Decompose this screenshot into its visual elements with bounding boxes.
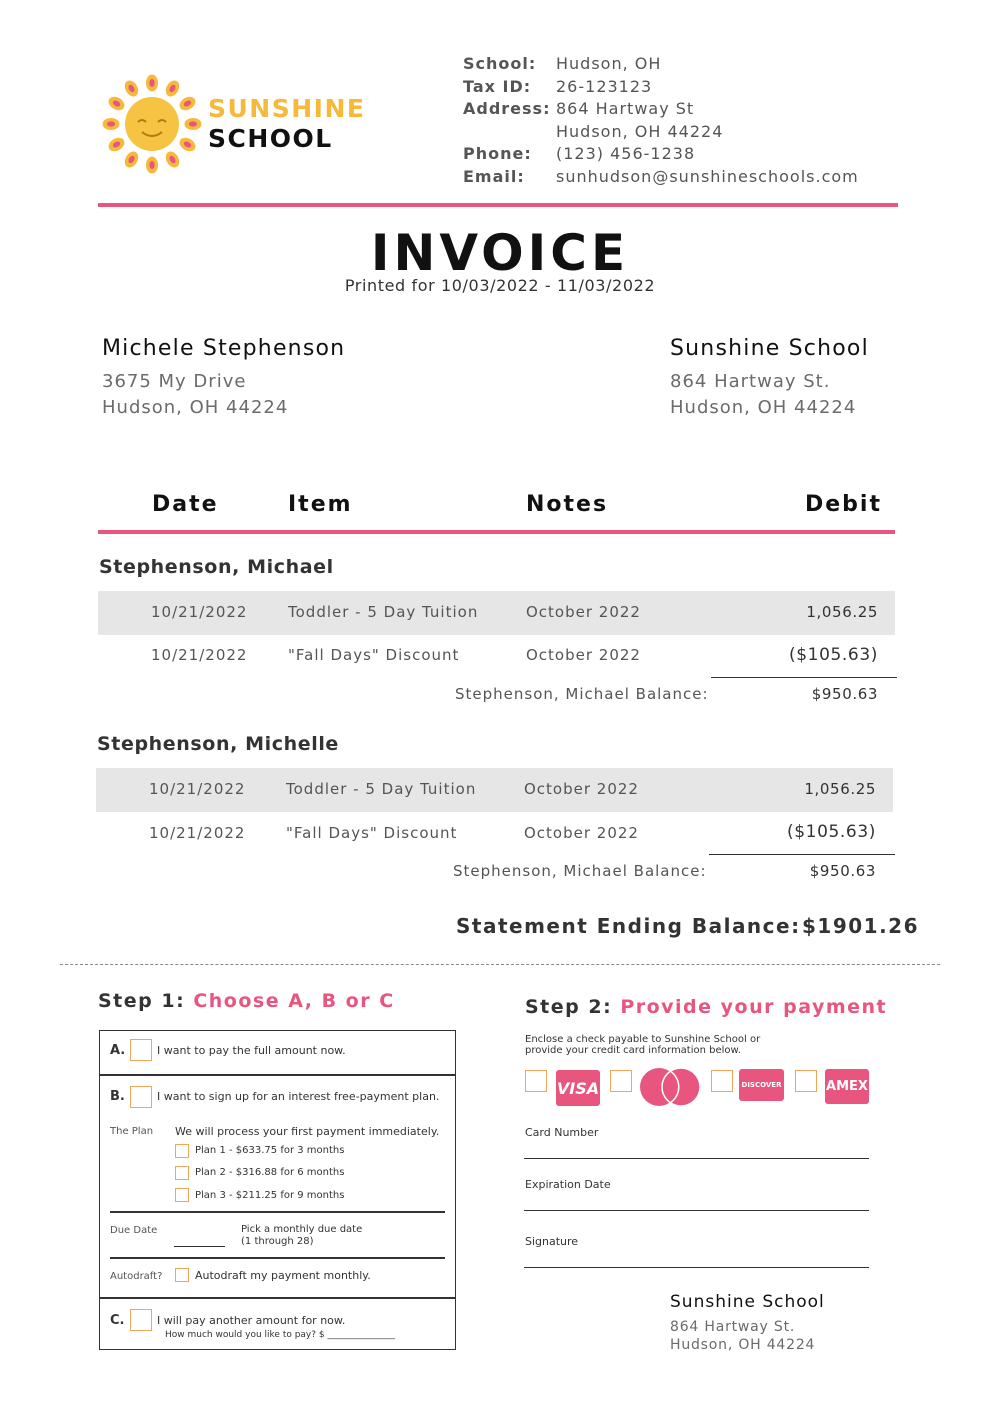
option-b-text: I want to sign up for an interest free-payment plan. [157,1090,440,1103]
ending-balance-label: Statement Ending Balance: [456,914,801,938]
remit-line2: Hudson, OH 44224 [670,1337,816,1353]
school-info [463,53,859,189]
plan-2-text: Plan 2 - $316.88 for 6 months [195,1167,345,1178]
bill-to-line1: 3675 My Drive [102,371,247,392]
due-date-text1: Pick a monthly due date [241,1224,363,1235]
balance-value: $950.63 [809,862,876,880]
bill-from-line1: 864 Hartway St. [670,371,831,392]
plan-2-checkbox[interactable] [175,1166,189,1180]
info-value: Hudson, OH [556,54,662,73]
row-notes: October 2022 [524,824,639,842]
row-date: 10/21/2022 [151,603,248,621]
bill-to [102,336,345,421]
autodraft-side-label: Autodraft? [110,1271,163,1282]
invoice-title: INVOICE [370,224,630,282]
sun-logo-icon [100,72,204,176]
column-notes: Notes [526,492,609,517]
option-divider [99,1297,456,1299]
row-item: Toddler - 5 Day Tuition [288,603,479,621]
plan-divider [110,1211,445,1213]
ending-balance-value: $1901.26 [802,914,920,938]
autodraft-checkbox[interactable] [175,1268,189,1282]
subtotal-line [711,677,897,678]
remit-line1: 864 Hartway St. [670,1319,796,1335]
balance-value: $950.63 [811,685,878,703]
tear-off-line [60,964,940,965]
step1-heading [98,990,395,1012]
row-notes: October 2022 [524,780,639,798]
balance-label: Stephenson, Michael Balance: [455,685,709,703]
visa-icon: VISA [556,1070,600,1106]
table-header-divider [98,530,895,534]
due-date-divider [110,1257,445,1259]
student-name: Stephenson, Michael [99,556,334,578]
due-date-side-label: Due Date [110,1225,158,1236]
logo-word-school: SCHOOL [208,124,333,153]
bill-from-line2: Hudson, OH 44224 [670,397,857,418]
remit-name: Sunshine School [670,1292,825,1312]
option-b-label: B. [110,1089,125,1104]
row-debit: 1,056.25 [804,780,876,798]
mastercard-checkbox[interactable] [610,1070,632,1092]
row-debit: ($105.63) [789,645,878,665]
option-b-checkbox[interactable] [130,1086,152,1108]
bill-to-line2: Hudson, OH 44224 [102,397,289,418]
signature-label: Signature [525,1235,579,1248]
sun-ray-dot [149,161,154,169]
step2-note-line1: Enclose a check payable to Sunshine School or [525,1034,761,1045]
card-number-input[interactable] [524,1158,869,1159]
info-value: (123) 456-1238 [556,144,696,164]
autodraft-text: Autodraft my payment monthly. [195,1269,371,1282]
plan-3-checkbox[interactable] [175,1188,189,1202]
bill-to-name: Michele Stephenson [102,336,346,361]
option-divider [99,1074,456,1076]
invoice-period: Printed for 10/03/2022 - 11/03/2022 [344,276,656,295]
row-date: 10/21/2022 [149,780,246,798]
step2-prefix: Step 2: [525,996,613,1018]
subtotal-line [709,854,895,855]
info-key: Email: [463,166,525,186]
plan-1-checkbox[interactable] [175,1144,189,1158]
info-key [463,121,556,144]
info-value: 26-123123 [556,76,653,96]
card-number-label: Card Number [525,1126,599,1139]
mastercard-icon [639,1067,701,1107]
option-a-checkbox[interactable] [130,1039,152,1061]
discover-checkbox[interactable] [711,1070,733,1092]
row-date: 10/21/2022 [151,646,248,664]
row-date: 10/21/2022 [149,824,246,842]
bill-from [670,336,869,421]
option-c-text: I will pay another amount for now. [157,1314,346,1327]
info-key: Tax ID: [463,76,532,96]
option-c-checkbox[interactable] [130,1309,152,1331]
option-c-label: C. [110,1313,125,1328]
step2-title: Provide your payment [620,996,888,1018]
info-key: Phone: [463,144,532,164]
step1-title: Choose A, B or C [193,990,395,1012]
option-a-label: A. [110,1043,126,1058]
expiration-date-label: Expiration Date [525,1178,611,1191]
remit-address [670,1292,825,1353]
step2-note-line2: provide your credit card information below. [525,1045,741,1056]
due-date-text2: (1 through 28) [241,1236,314,1247]
logo-word-sunshine: SUNSHINE [208,94,366,123]
row-item: Toddler - 5 Day Tuition [286,780,477,798]
balance-label: Stephenson, Michael Balance: [453,862,707,880]
info-key: School: [463,54,537,73]
plan-side-label: The Plan [110,1126,154,1137]
row-item: "Fall Days" Discount [288,646,460,664]
due-date-input[interactable] [174,1246,225,1247]
info-value: 864 Hartway St [556,99,695,119]
plan-1-text: Plan 1 - $633.75 for 3 months [195,1145,345,1156]
sun-ray-dot [107,121,115,126]
row-item: "Fall Days" Discount [286,824,458,842]
bill-from-name: Sunshine School [670,336,869,361]
amex-checkbox[interactable] [795,1070,817,1092]
visa-checkbox[interactable] [525,1070,547,1092]
row-debit: 1,056.25 [806,603,878,621]
info-value: Hudson, OH 44224 [556,121,724,141]
row-notes: October 2022 [526,603,641,621]
row-debit: ($105.63) [787,822,876,842]
step2-heading [525,996,887,1018]
info-value: sunhudson@sunshineschools.com [556,166,859,186]
header-divider [98,203,898,207]
expiration-date-input[interactable] [524,1210,869,1211]
column-debit: Debit [805,492,882,517]
sun-ray-dot [149,79,154,87]
option-c-amount[interactable]: How much would you like to pay? $ _______________ [165,1330,395,1340]
row-notes: October 2022 [526,646,641,664]
student-name: Stephenson, Michelle [97,733,339,755]
step1-prefix: Step 1: [98,990,186,1012]
info-key: Address: [463,99,551,119]
column-item: Item [288,492,353,517]
sun-ray-dot [189,121,197,126]
discover-icon: DISCOVER [739,1069,784,1101]
column-date: Date [152,492,219,517]
amex-icon: AMEX [825,1069,869,1104]
signature-input[interactable] [524,1267,869,1268]
option-a-text: I want to pay the full amount now. [157,1044,346,1057]
plan-intro: We will process your first payment immediately. [175,1125,440,1138]
plan-3-text: Plan 3 - $211.25 for 9 months [195,1190,345,1201]
